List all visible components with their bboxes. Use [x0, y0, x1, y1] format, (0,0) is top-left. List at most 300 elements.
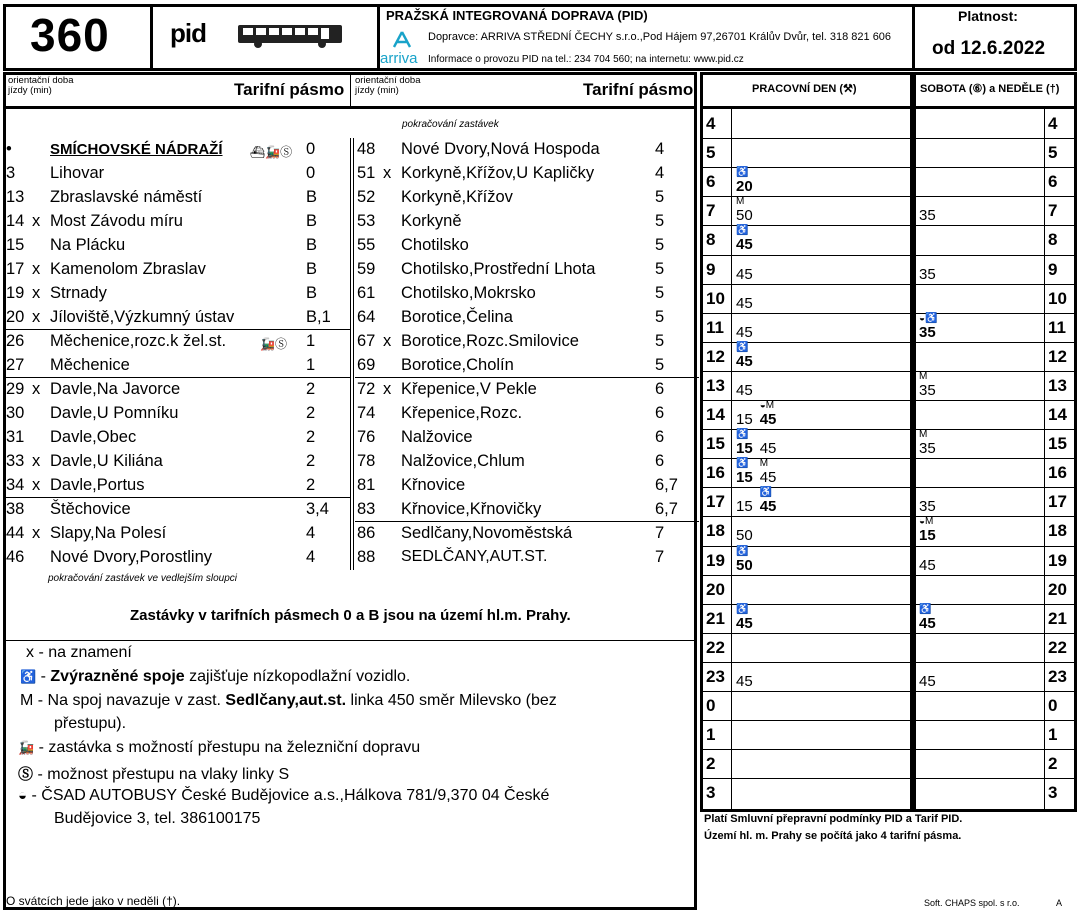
stop-name: Davle,Obec — [50, 428, 137, 446]
stop-time: 30 — [6, 404, 25, 422]
column-separator — [353, 138, 354, 570]
row-separator — [355, 521, 699, 522]
stop-time: 46 — [6, 548, 25, 566]
weekend-departures — [919, 557, 943, 574]
minute-value: 45 — [736, 352, 753, 370]
weekend-departures — [919, 266, 943, 283]
stop-row — [4, 161, 344, 185]
minute-value: 15 — [736, 411, 753, 428]
transfer-icons: 🚂Ⓢ — [260, 337, 287, 351]
row-separator — [355, 377, 699, 378]
time-label-left: orientační doba jízdy (min) — [8, 75, 74, 96]
software-credit: Soft. CHAPS spol. s r.o. — [924, 898, 1020, 908]
hour-label-weekday: 4 — [706, 114, 716, 133]
hour-label-weekend: 16 — [1048, 463, 1067, 483]
stop-time: 26 — [6, 332, 25, 350]
tariff-zone: B — [306, 236, 318, 254]
tariff-zone: 5 — [655, 308, 665, 326]
stop-row — [355, 161, 695, 185]
request-stop-mark: x — [32, 476, 41, 494]
stop-name: Nalžovice — [401, 428, 473, 446]
minute-value: 45 — [759, 469, 777, 487]
hour-label-weekday: 20 — [706, 579, 725, 599]
hour-label-weekday: 10 — [706, 288, 725, 308]
hour-label-weekend: 0 — [1048, 696, 1058, 715]
zones-note: Zastávky v tarifních pásmech 0 a B jsou na území hl.m. Prahy. — [130, 607, 571, 624]
departure-minute — [919, 498, 936, 515]
stop-time: 29 — [6, 380, 25, 398]
stop-name: Borotice,Čelina — [401, 308, 513, 326]
hour-label-weekend: 7 — [1048, 201, 1058, 221]
tariff-zone: 6,7 — [655, 500, 678, 518]
legend-request-stop: x - na znamení — [26, 644, 132, 661]
hour-label-weekday: 7 — [706, 201, 716, 221]
stop-row — [355, 449, 695, 473]
stop-name: Křepenice,V Pekle — [401, 380, 537, 398]
departure-minute — [919, 266, 936, 283]
tariff-zone: B — [306, 260, 318, 278]
hour-row-line — [703, 546, 1074, 547]
tariff-zone: 6 — [655, 428, 665, 446]
weekend-departures — [919, 429, 943, 458]
weekday-departures — [736, 527, 760, 544]
departure-minute — [736, 498, 753, 515]
time-label-right: orientační doba jízdy (min) — [355, 75, 421, 96]
tariff-zone: 6 — [655, 452, 665, 470]
tariff-zone: 5 — [655, 356, 665, 374]
stop-time: 88 — [357, 548, 376, 566]
stop-row — [4, 185, 344, 209]
departure-minute — [736, 545, 753, 574]
weekday-departures — [736, 225, 760, 254]
zone-label-right: Tarifní pásmo — [583, 80, 694, 99]
hour-label-weekend: 10 — [1048, 288, 1067, 308]
legend-connection-cont: přestupu). — [54, 715, 127, 732]
minute-value: 45 — [736, 614, 753, 632]
tariff-zone: 0 — [306, 140, 316, 158]
column-separator — [350, 138, 351, 570]
departure-minute — [736, 411, 753, 428]
stop-row — [355, 401, 695, 425]
departure-flag-icon: ♿ — [759, 487, 773, 499]
departure-minute — [919, 429, 936, 458]
stop-time: 33 — [6, 452, 25, 470]
hour-label-weekday: 8 — [706, 230, 716, 250]
hour-label-weekend: 14 — [1048, 405, 1067, 424]
stop-time: 3 — [6, 164, 16, 182]
stop-time: 64 — [357, 308, 376, 326]
hour-row-line — [703, 604, 1074, 605]
footer-note-1: Platí Smluvní přepravní podmínky PID a Tarif PID. — [704, 813, 963, 825]
stop-name: Křnovice,Křnovičky — [401, 500, 542, 518]
departure-minute — [736, 341, 753, 370]
hour-label-weekend: 12 — [1048, 346, 1067, 366]
stop-name: Štěchovice — [50, 500, 131, 518]
departure-minute — [736, 196, 753, 225]
stop-row — [355, 137, 695, 161]
tariff-zone: 2 — [306, 380, 316, 398]
continuation-top: pokračování zastávek — [402, 119, 499, 130]
weekday-departures — [736, 266, 760, 283]
tariff-zone: B — [306, 284, 318, 302]
departure-minute — [919, 557, 936, 574]
stop-time: 51 — [357, 164, 376, 182]
minute-value: 35 — [919, 381, 936, 399]
hour-label-weekday: 16 — [706, 463, 725, 483]
request-stop-mark: x — [383, 380, 392, 398]
request-stop-mark: x — [383, 164, 392, 182]
bus-icon — [236, 22, 344, 50]
tariff-zone: 1 — [306, 332, 316, 350]
hour-row-line — [703, 342, 1074, 343]
departure-minute — [736, 603, 753, 632]
tariff-zone: 1 — [306, 356, 316, 374]
request-stop-mark: x — [32, 212, 41, 230]
minute-value: 45 — [736, 294, 753, 312]
request-stop-mark: x — [32, 308, 41, 326]
minute-value: 50 — [736, 527, 753, 545]
stop-name: Davle,U Pomníku — [50, 404, 179, 422]
departure-flag-icon: ◒M — [919, 516, 934, 528]
minute-value: 15 — [736, 440, 753, 458]
stop-name: SEDLČANY,AUT.ST. — [401, 548, 548, 565]
departure-minute — [736, 167, 753, 196]
hour-row-line — [703, 138, 1074, 139]
hour-label-weekday: 2 — [706, 754, 716, 774]
hour-label-weekend: 13 — [1048, 375, 1067, 395]
request-stop-mark: x — [32, 284, 41, 302]
minute-value: 35 — [919, 265, 936, 283]
hour-row-line — [703, 458, 1074, 459]
minute-value: 50 — [736, 207, 753, 225]
stop-time: 19 — [6, 284, 25, 302]
departure-minute — [736, 324, 753, 341]
weekend-departures — [919, 673, 943, 690]
minute-value: 15 — [919, 527, 936, 545]
hour-row-line — [703, 255, 1074, 256]
minute-value: 45 — [736, 236, 753, 254]
stop-time: • — [6, 140, 12, 158]
hour-label-weekday: 21 — [706, 608, 725, 628]
tariff-zone: 4 — [306, 524, 316, 542]
weekend-departures — [919, 498, 943, 515]
minute-value: 45 — [759, 411, 777, 428]
stop-name: Chotilsko — [401, 236, 469, 254]
stop-name: Nalžovice,Chlum — [401, 452, 525, 470]
stop-name: Korkyně — [401, 212, 462, 230]
stop-time: 76 — [357, 428, 376, 446]
stop-time: 69 — [357, 356, 376, 374]
departure-minute — [736, 295, 753, 312]
s-train-icon: Ⓢ — [18, 766, 34, 783]
stop-row — [4, 329, 344, 353]
stop-name: Chotilsko,Mokrsko — [401, 284, 536, 302]
zone-label-left: Tarifní pásmo — [234, 80, 345, 99]
operator-title: PRAŽSKÁ INTEGROVANÁ DOPRAVA (PID) — [386, 8, 648, 23]
stop-row — [4, 353, 344, 377]
stop-name: Davle,Portus — [50, 476, 145, 494]
stop-row — [4, 545, 344, 569]
stop-name: Chotilsko,Prostřední Lhota — [401, 260, 596, 278]
hour-label-weekday: 19 — [706, 550, 725, 570]
minute-value: 50 — [736, 556, 753, 574]
minute-value: 45 — [759, 498, 777, 516]
stop-name: Sedlčany,Novoměstská — [401, 524, 573, 542]
minute-value: 35 — [919, 498, 936, 516]
stop-row — [4, 425, 344, 449]
request-stop-mark: x — [32, 380, 41, 398]
weekend-header: SOBOTA (⑥) a NEDĚLE (†) — [920, 83, 1060, 95]
minute-value: 35 — [919, 440, 936, 458]
legend-train: 🚂 - zastávka s možností přestupu na železniční dopravu — [18, 739, 421, 756]
stop-time: 38 — [6, 500, 25, 518]
departure-flag-icon: ♿ — [736, 167, 749, 179]
hour-label-weekday: 17 — [706, 492, 725, 512]
departure-minute — [736, 429, 753, 458]
departure-minute — [736, 673, 753, 690]
hour-label-weekend: 15 — [1048, 434, 1067, 454]
stop-row — [4, 449, 344, 473]
stop-name: Korkyně,Křížov,U Kapličky — [401, 164, 595, 182]
minute-value: 35 — [919, 323, 936, 341]
weekday-departures — [736, 295, 760, 312]
validity-label: Platnost: — [958, 8, 1018, 24]
tariff-zone: 6,7 — [655, 476, 678, 494]
stop-name: Na Plácku — [50, 236, 126, 254]
tariff-zone: 4 — [655, 140, 665, 158]
hour-label-weekend: 8 — [1048, 230, 1058, 250]
stop-time: 17 — [6, 260, 25, 278]
departure-flag-icon: ♿ — [736, 458, 749, 470]
minute-value: 20 — [736, 178, 753, 196]
stop-row — [4, 377, 344, 401]
tariff-zone: 5 — [655, 260, 665, 278]
arriva-mark-icon — [391, 30, 413, 50]
legend-csad: ◒ - ČSAD AUTOBUSY České Budějovice a.s.,Hálkova 781/9,370 04 České — [18, 787, 550, 804]
hour-row-line — [703, 196, 1074, 197]
tariff-zone: 5 — [655, 284, 665, 302]
departure-minute — [919, 312, 938, 341]
arriva-logo: arriva — [380, 50, 418, 67]
weekday-departures — [736, 167, 760, 196]
hour-label-weekend: 23 — [1048, 666, 1067, 686]
weekend-departures — [919, 370, 943, 399]
weekday-departures — [736, 429, 783, 458]
stop-row — [355, 257, 695, 281]
departure-flag-icon: M — [919, 429, 928, 441]
hour-label-weekday: 12 — [706, 346, 725, 366]
tariff-zone: 6 — [655, 404, 665, 422]
tariff-zone: 4 — [306, 548, 316, 566]
minute-value: 15 — [736, 469, 753, 487]
weekend-departures — [919, 312, 943, 341]
divider — [700, 106, 1077, 109]
hour-row-line — [703, 778, 1074, 779]
minute-value: 45 — [759, 440, 777, 458]
departure-minute — [919, 370, 936, 399]
departure-flag-icon: M — [759, 458, 769, 470]
stop-row — [4, 257, 344, 281]
minute-value: 45 — [736, 265, 753, 283]
hour-label-weekday: 0 — [706, 696, 716, 715]
departure-minute — [736, 382, 753, 399]
row-separator — [4, 377, 351, 378]
stop-time: 59 — [357, 260, 376, 278]
stop-row — [355, 377, 695, 401]
stop-time: 14 — [6, 212, 25, 230]
departure-flag-icon: ♿ — [736, 429, 749, 441]
stop-time: 72 — [357, 380, 376, 398]
divider — [912, 4, 915, 71]
stop-row — [355, 185, 695, 209]
stop-row — [355, 473, 695, 497]
stop-time: 81 — [357, 476, 376, 494]
hour-label-weekend: 1 — [1048, 725, 1058, 745]
weekday-departures — [736, 196, 760, 225]
stop-time: 20 — [6, 308, 25, 326]
weekend-departures — [919, 516, 943, 545]
stop-time: 15 — [6, 236, 25, 254]
divider — [3, 640, 697, 641]
transfer-icons: ⛴🚂Ⓢ — [250, 145, 293, 159]
stop-row — [4, 521, 344, 545]
hour-row-line — [703, 225, 1074, 226]
row-separator — [4, 329, 351, 330]
weekday-departures — [736, 341, 760, 370]
departure-flag-icon: ♿ — [736, 603, 749, 615]
legend-s-train: Ⓢ - možnost přestupu na vlaky linky S — [18, 766, 290, 783]
stop-name: Lihovar — [50, 164, 105, 182]
request-stop-mark: x — [32, 524, 41, 542]
stop-time: 52 — [357, 188, 376, 206]
hour-label-weekday: 5 — [706, 143, 716, 163]
weekday-header: PRACOVNÍ DEN (⚒) — [752, 83, 857, 95]
stop-name: Měchenice,rozc.k žel.st. — [50, 332, 227, 350]
departure-flag-icon: ♿ — [736, 545, 749, 557]
hour-label-weekend: 19 — [1048, 550, 1067, 570]
stop-row — [4, 473, 344, 497]
stop-row — [4, 281, 344, 305]
hour-label-weekend: 21 — [1048, 608, 1067, 628]
software-letter: A — [1056, 898, 1063, 908]
weekend-departures — [919, 207, 943, 224]
hour-label-weekend: 5 — [1048, 143, 1058, 163]
stop-name: Měchenice — [50, 356, 130, 374]
stop-name: Nové Dvory,Nová Hospoda — [401, 140, 600, 158]
stop-row — [355, 545, 695, 569]
stop-name: Korkyně,Křížov — [401, 188, 513, 206]
hour-label-weekend: 6 — [1048, 172, 1058, 192]
stop-row — [355, 233, 695, 257]
minute-value: 45 — [919, 672, 936, 690]
hour-label-weekend: 4 — [1048, 114, 1058, 133]
route-number: 360 — [30, 9, 110, 61]
stop-name: Strnady — [50, 284, 107, 302]
hour-label-weekend: 2 — [1048, 754, 1058, 774]
departure-flag-icon: M — [919, 370, 928, 382]
hour-label-weekday: 11 — [706, 317, 724, 337]
stop-row — [355, 305, 695, 329]
departure-flag-icon: M — [736, 196, 745, 208]
weekday-departures — [736, 487, 783, 516]
tariff-zone: 3,4 — [306, 500, 329, 518]
continuation-bottom: pokračování zastávek ve vedlejším sloupci — [48, 573, 237, 584]
hour-label-weekday: 23 — [706, 666, 725, 686]
hour-label-weekday: 3 — [706, 783, 716, 803]
stop-time: 48 — [357, 140, 376, 158]
hour-row-line — [703, 371, 1074, 372]
departure-minute — [919, 603, 936, 632]
hour-label-weekend: 20 — [1048, 579, 1067, 599]
departure-flag-icon: ♿ — [736, 341, 749, 353]
hour-row-line — [703, 633, 1074, 634]
stop-row — [355, 497, 695, 521]
minute-value: 45 — [919, 556, 936, 574]
hour-row-line — [703, 575, 1074, 576]
departure-flag-icon: ◒M — [759, 400, 775, 411]
stop-time: 53 — [357, 212, 376, 230]
minute-value: 45 — [919, 614, 936, 632]
weekday-departures — [736, 545, 760, 574]
stop-row — [4, 401, 344, 425]
stop-time: 74 — [357, 404, 376, 422]
tariff-zone: 2 — [306, 452, 316, 470]
stop-name: Kamenolom Zbraslav — [50, 260, 206, 278]
stop-time: 55 — [357, 236, 376, 254]
departure-minute — [919, 207, 936, 224]
departure-minute — [759, 400, 777, 428]
stop-time: 31 — [6, 428, 25, 446]
legend-lowfloor: ♿ - Zvýrazněné spoje zajišťuje nízkopodlažní vozidlo. — [20, 668, 411, 685]
stop-name: Křepenice,Rozc. — [401, 404, 523, 422]
info-line: Informace o provozu PID na tel.: 234 704 560; na internetu: www.pid.cz — [428, 54, 744, 65]
tariff-zone: 6 — [655, 380, 665, 398]
tariff-zone: B — [306, 188, 318, 206]
pid-logo: pid — [170, 18, 206, 48]
hour-label-weekday: 6 — [706, 172, 716, 192]
hour-label-weekend: 9 — [1048, 259, 1058, 279]
hour-row-line — [703, 516, 1074, 517]
stop-time: 27 — [6, 356, 25, 374]
stop-name: Nové Dvory,Porostliny — [50, 548, 212, 566]
hour-row-line — [703, 284, 1074, 285]
departure-minute — [736, 225, 753, 254]
stop-row — [355, 281, 695, 305]
hour-row-line — [703, 691, 1074, 692]
stop-row — [355, 425, 695, 449]
tariff-zone: 2 — [306, 428, 316, 446]
hour-label-weekend: 3 — [1048, 783, 1058, 803]
legend-csad-cont: Budějovice 3, tel. 386100175 — [54, 810, 261, 827]
wheelchair-icon: ♿ — [20, 669, 37, 684]
weekday-departures — [736, 673, 760, 690]
stop-row — [355, 521, 695, 545]
train-icon: 🚂 — [18, 740, 35, 755]
tariff-zone: 5 — [655, 212, 665, 230]
tariff-zone: 5 — [655, 236, 665, 254]
stop-row — [355, 329, 695, 353]
stop-name: Křnovice — [401, 476, 466, 494]
departure-minute — [759, 458, 777, 487]
row-separator — [4, 497, 351, 498]
departure-minute — [760, 440, 777, 457]
departure-flag-icon: ♿ — [919, 603, 932, 615]
minute-value: 45 — [736, 323, 753, 341]
departure-minute — [736, 527, 753, 544]
stop-time: 78 — [357, 452, 376, 470]
tariff-zone: B,1 — [306, 308, 331, 326]
hour-row-line — [703, 429, 1074, 430]
